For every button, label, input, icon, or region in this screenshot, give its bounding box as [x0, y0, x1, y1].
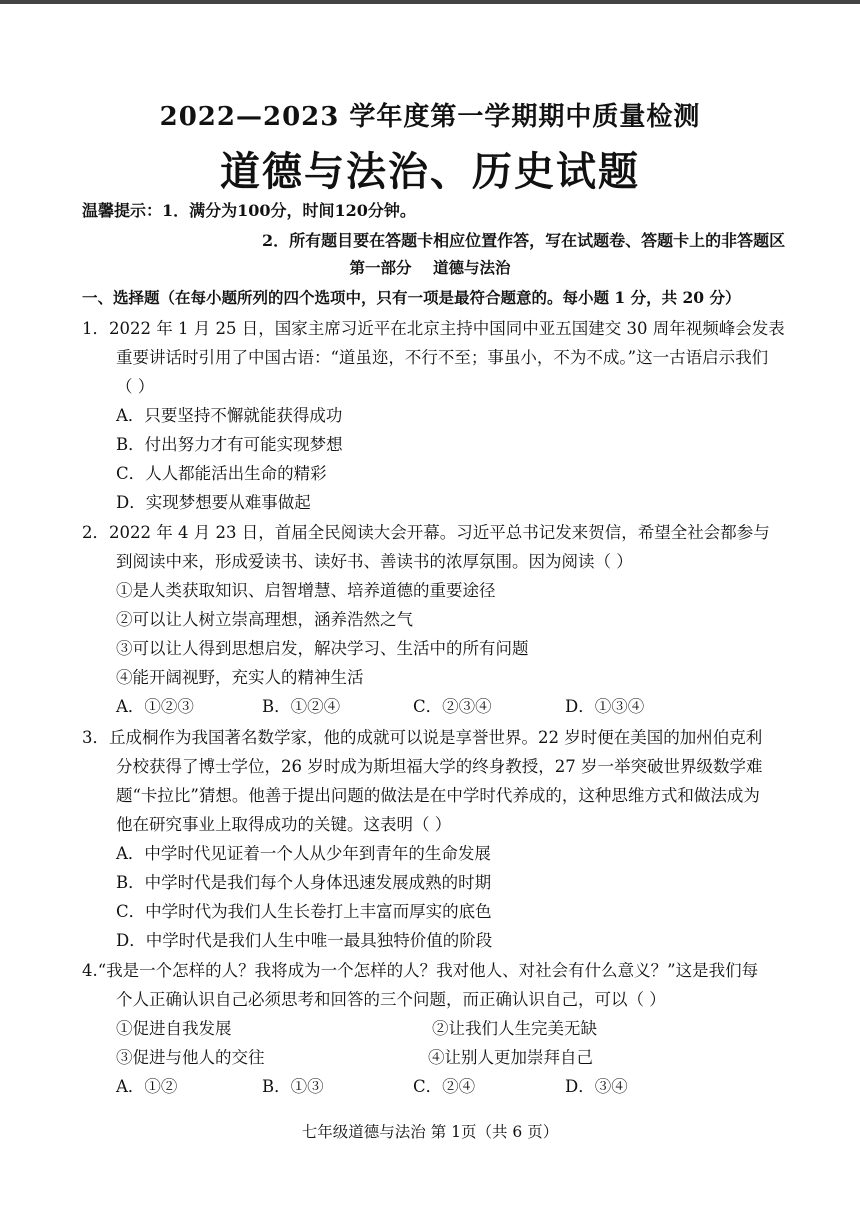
question-4-line-2: 个人正确认识自己必须思考和回答的三个问题，而正确认识自己，可以（ ） — [116, 990, 666, 1009]
exam-subtitle: 道德与法治、历史试题 — [220, 149, 640, 195]
question-3-option-d: D．中学时代是我们人生中唯一最具独特价值的阶段 — [116, 931, 493, 950]
question-4-statement-2: ②让我们人生完美无缺 — [432, 1019, 597, 1038]
question-3-line-2: 分校获得了博士学位，26 岁时成为斯坦福大学的终身教授，27 岁一举突破世界级数学难 — [116, 757, 763, 776]
question-2-option-c: C．②③④ — [413, 697, 492, 716]
question-1-line-3: （ ） — [116, 377, 155, 396]
question-3-line-1: 3．丘成桐作为我国著名数学家，他的成就可以说是享誉世界。22 岁时便在美国的加州伯克利 — [82, 728, 763, 747]
top-border — [0, 0, 860, 4]
question-1-option-c: C．人人都能活出生命的精彩 — [116, 464, 327, 483]
question-2-line-1: 2．2022 年 4 月 23 日，首届全民阅读大会开幕。习近平总书记发来贺信，希望全社会都参与 — [82, 523, 770, 542]
question-3-line-4: 他在研究事业上取得成功的关键。这表明（ ） — [116, 815, 452, 834]
question-2-option-d: D．①③④ — [565, 697, 645, 716]
question-3-option-c: C．中学时代为我们人生长卷打上丰富而厚实的底色 — [116, 902, 492, 921]
section-part: 第一部分 — [349, 258, 412, 277]
section-name: 道德与法治 — [432, 258, 511, 277]
exam-title: 2022—2023 学年度第一学期期中质量检测 — [159, 102, 701, 132]
question-3-option-a: A．中学时代见证着一个人从少年到青年的生命发展 — [116, 844, 491, 863]
part-heading: 一、选择题（在每小题所列的四个选项中，只有一项是最符合题意的。每小题 1 分，共 20 分） — [82, 288, 741, 307]
question-4-line-1: 4.“我是一个怎样的人？我将成为一个怎样的人？我对他人、对社会有什么意义？”这是我们每 — [82, 961, 759, 980]
section-heading — [0, 256, 860, 278]
question-1-line-1: 1．2022 年 1 月 25 日，国家主席习近平在北京主持中国同中亚五国建交 30 周年视频峰会发表 — [82, 319, 785, 338]
question-2-option-a: A．①②③ — [116, 697, 194, 716]
question-4-statement-4: ④让别人更加崇拜自己 — [428, 1048, 593, 1067]
question-2-statement-2: ②可以让人树立崇高理想，涵养浩然之气 — [116, 610, 413, 629]
question-1-option-a: A．只要坚持不懈就能获得成功 — [116, 406, 343, 425]
question-2-line-2: 到阅读中来，形成爱读书、读好书、善读书的浓厚氛围。因为阅读（ ） — [116, 552, 633, 571]
question-3-option-b: B．中学时代是我们每个人身体迅速发展成熟的时期 — [116, 873, 492, 892]
question-3-line-3: 题“卡拉比”猜想。他善于提出问题的做法是在中学时代养成的，这种思维方式和做法成为 — [116, 786, 760, 805]
question-2-statement-1: ①是人类获取知识、启智增慧、培养道德的重要途径 — [116, 581, 496, 600]
question-4-option-a: A．①② — [116, 1077, 178, 1096]
tip-line-1: 温馨提示：1．满分为100分，时间120分钟。 — [82, 201, 416, 220]
question-2-statement-4: ④能开阔视野，充实人的精神生活 — [116, 668, 364, 687]
question-4-option-b: B．①③ — [262, 1077, 324, 1096]
question-1-option-d: D．实现梦想要从难事做起 — [116, 493, 311, 512]
question-4-statement-3: ③促进与他人的交往 — [116, 1048, 265, 1067]
question-4-option-d: D．③④ — [565, 1077, 628, 1096]
tip-line-2: 2．所有题目要在答题卡相应位置作答，写在试题卷、答题卡上的非答题区 — [262, 231, 786, 250]
question-4-option-c: C．②④ — [413, 1077, 476, 1096]
question-2-statement-3: ③可以让人得到思想启发，解决学习、生活中的所有问题 — [116, 639, 529, 658]
question-1-line-2: 重要讲话时引用了中国古语：“道虽迩，不行不至；事虽小，不为不成。”这一古语启示我们 — [116, 348, 769, 367]
question-2-option-b: B．①②④ — [262, 697, 341, 716]
page-footer: 七年级道德与法治 第 1页（共 6 页） — [301, 1123, 559, 1141]
question-1-option-b: B．付出努力才有可能实现梦想 — [116, 435, 343, 454]
question-4-statement-1: ①促进自我发展 — [116, 1019, 232, 1038]
